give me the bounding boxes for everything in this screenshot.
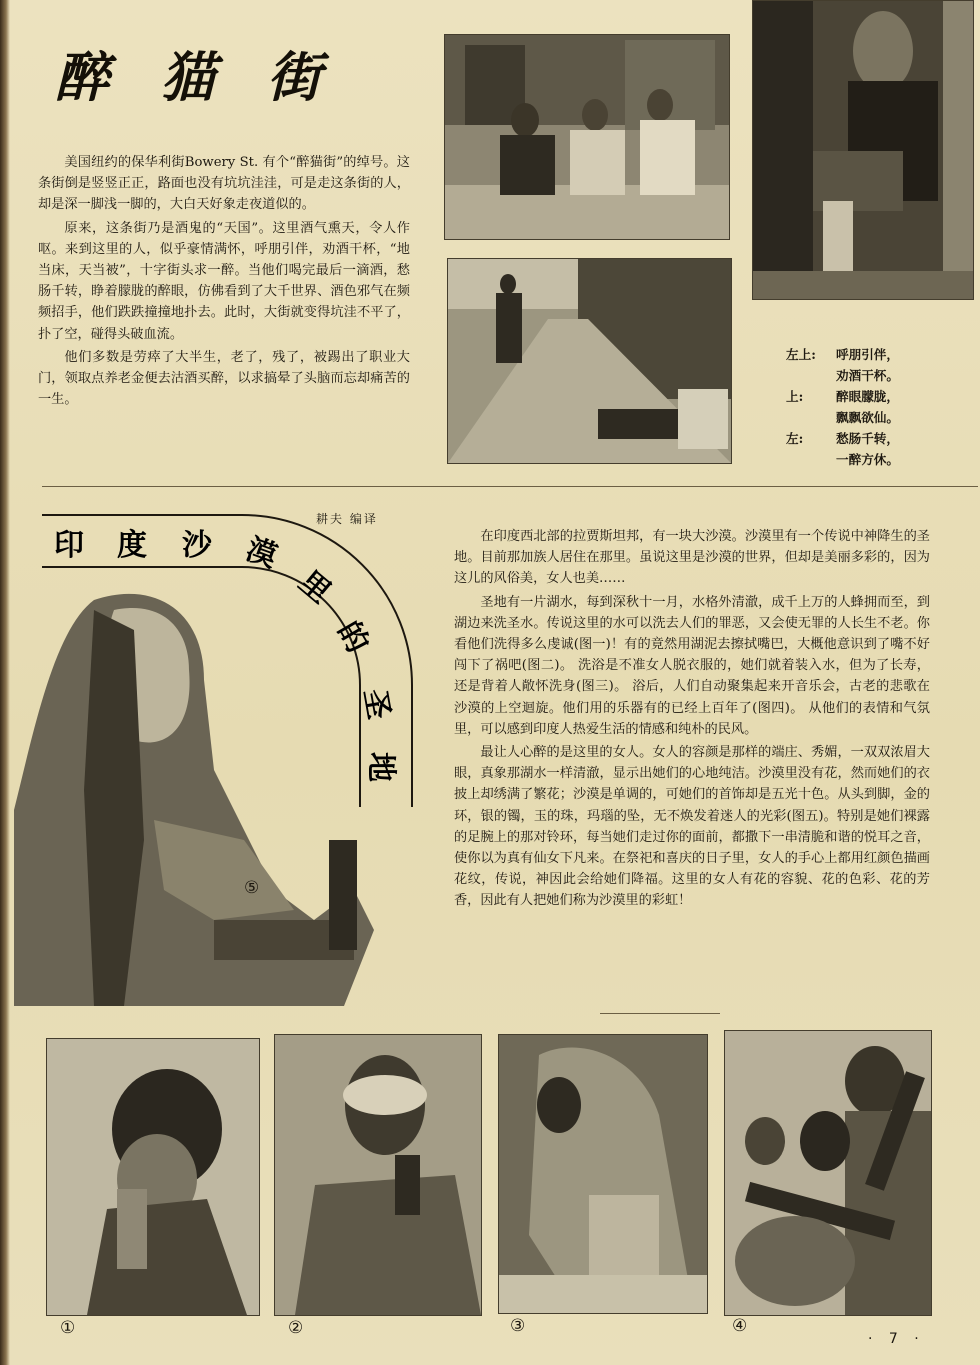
photo-men-sitting: [444, 34, 730, 240]
caption-line: 愁肠千转，: [836, 431, 899, 446]
article2-paragraph: 最让人心醉的是这里的女人。女人的容颜是那样的端庄、秀媚，一双双浓眉大眼，真象那湖水一样清澈，显示出她们的心地纯洁。沙漠里没有花，然而她们的衣披上却绣满了繁花；沙漠是单调的，可她们的首饰却是五光十色。从头到脚，金的环，银的镯，玉的珠，玛瑙的坠，无不焕发着迷人的光彩(图五)。特别是她们裸露的足腕上的那对铃环，每当她们走过你的面前，都撒下一串清脆和谐的悦耳之音，使你以为真有仙女下凡来。在祭祀和喜庆的日子里，女人的手心上都用红颜色描画花纹，传说，神因此会给她们降福。这里的女人有花的容貌、花的色彩、花的芳香，因此有人把她们称为沙漠里的彩虹！: [454, 745, 930, 909]
caption-top: [786, 386, 961, 428]
arc-title-char: 地: [363, 752, 398, 782]
article1-body: [38, 152, 410, 412]
article1-paragraph: 他们多数是劳瘁了大半生，老了，残了，被踢出了职业大门，领取点养老金便去沽酒买醉，以求搞晕了头脑而忘却痛苦的一生。: [38, 349, 410, 408]
arc-title-char: 度: [117, 528, 147, 563]
figure-number: ⑤: [244, 878, 260, 898]
article1-captions: [786, 344, 961, 470]
caption-key: 左上:: [786, 347, 816, 362]
article1-paragraph: 原来，这条街乃是酒鬼的“天国”。这里酒气熏天，令人作呕。来到这里的人，似乎豪情满怀，呼朋引伴，劝酒干杯，“地当床，天当被”，十字街头求一醉。当他们喝完最后一滴酒，愁肠千转，睁着朦胧的醉眼，仿佛看到了大千世界、酒色邪气在频频招手，他们跌跌撞撞地扑去。此时，大街就变得坑洼不平了，扑了空，碰得头破血流。: [38, 220, 410, 342]
figure-number: ②: [288, 1318, 304, 1338]
photo-bearded-man: [752, 0, 974, 300]
article2-body: [454, 526, 930, 914]
photo-woman-washing: [46, 1038, 260, 1316]
photo-woman-bathing: [498, 1034, 708, 1314]
arc-title-char: 沙: [182, 528, 212, 563]
section-divider: [42, 486, 978, 487]
caption-key: 上:: [786, 389, 804, 404]
photo-musicians: [724, 1030, 932, 1316]
page-number: · 7 ·: [868, 1331, 925, 1347]
page-binding-edge: [0, 0, 10, 1365]
caption-left: [786, 428, 961, 470]
caption-text: [836, 344, 899, 386]
figure-number: ①: [60, 1318, 76, 1338]
caption-line: 一醉方休。: [836, 452, 899, 467]
article2-paragraph: 在印度西北部的拉贾斯坦邦，有一块大沙漠。沙漠里有一个传说中神降生的圣地。目前那加族人居住在那里。虽说这里是沙漠的世界，但却是美丽多彩的，因为这儿的风俗美，女人也美……: [454, 529, 930, 587]
article2-byline: 耕夫 编译: [316, 512, 378, 526]
figure-number: ③: [510, 1316, 526, 1336]
photo-row-rule: [600, 1013, 720, 1014]
photo-woman-veil: [14, 590, 374, 1006]
article2-paragraph: 圣地有一片湖水，每到深秋十一月，水格外清澈，成千上万的人蜂拥而至，到湖边来洗圣水。传说这里的水可以洗去人们的罪恶，又会使无罪的人长生不老。你看他们洗得多么虔诚(图一)！有的竟然用湖泥去擦拭嘴巴，大概他意识到了嘴不好闯下了祸吧(图二)。 洗浴是不准女人脱衣服的，她们就着装入水，但为了长寿，还是背着人敞怀洗身(图三)。 浴后，人们自动聚集起来开音乐会，古老的悲歌在沙漠的上空迴旋。他们用的乐器有的已经上百年了(图四)。 从他们的表情和气氛里，可以感到印度人热爱生活的情感和纯朴的民风。: [454, 594, 930, 737]
article1-paragraph: 美国纽约的保华利街Bowery St. 有个“醉猫街”的绰号。这条街倒是竖竖正正，路面也没有坑坑洼洼，可是走这条街的人，却是深一脚浅一脚的，大白天好象走夜道似的。: [38, 155, 410, 213]
article1-title: 醉猫街: [55, 45, 373, 109]
arc-title-char: 里: [291, 564, 338, 611]
caption-text: [836, 386, 899, 428]
caption-line: 飘飘欲仙。: [836, 410, 899, 425]
caption-text: [836, 428, 899, 470]
arc-title-char: 漠: [241, 531, 282, 575]
photo-man-mud-mouth: [274, 1034, 482, 1316]
arc-title-char: 的: [329, 615, 376, 659]
caption-key: 左:: [786, 431, 804, 446]
arc-title-char: 印: [54, 528, 84, 563]
caption-top-left: [786, 344, 961, 386]
caption-line: 醉眼朦胧，: [836, 389, 899, 404]
caption-line: 呼朋引伴，: [836, 347, 899, 362]
arc-title-char: 圣: [356, 686, 397, 722]
caption-line: 劝酒干杯。: [836, 368, 899, 383]
figure-number: ④: [732, 1316, 748, 1336]
photo-street-man-lying: [447, 258, 732, 464]
